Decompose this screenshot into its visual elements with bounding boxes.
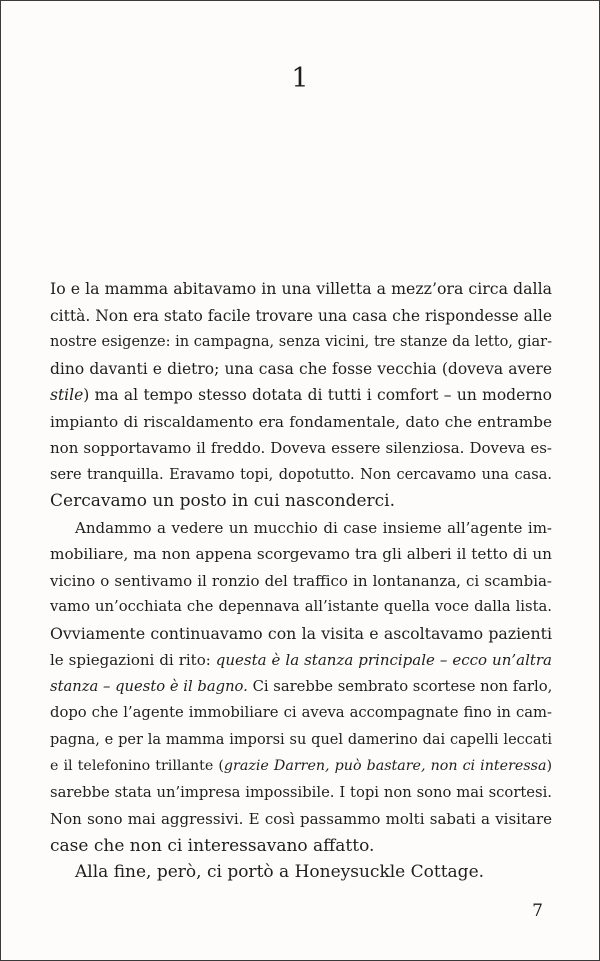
text-segment: Alla fine, però, ci portò a Honeysuckle Cottage. bbox=[75, 862, 485, 882]
text-line bbox=[50, 435, 552, 462]
text-line bbox=[50, 780, 552, 807]
italic-text: stile bbox=[50, 386, 84, 404]
text-line bbox=[50, 727, 552, 754]
text-line bbox=[50, 753, 552, 780]
text-line bbox=[50, 276, 552, 303]
text-segment: Ci sarebbe sembrato scortese non farlo, bbox=[247, 677, 553, 695]
text-line bbox=[50, 594, 552, 621]
text-segment: sarebbe stata un’impresa impossibile. I topi non sono mai scortesi. bbox=[50, 783, 552, 801]
text-segment: vicino o sentivamo il ronzio del traffico in lontananza, ci scambia- bbox=[50, 571, 552, 590]
text-segment: nostre esigenze: in campagna, senza vicini, tre stanze da letto, giar- bbox=[50, 334, 552, 350]
page-number: 7 bbox=[532, 901, 543, 921]
text-segment: sere tranquilla. Eravamo topi, dopotutto. Non cercavamo una casa. bbox=[50, 466, 552, 483]
text-line bbox=[50, 329, 552, 356]
text-segment: case che non ci interessavano affatto. bbox=[50, 835, 375, 856]
text-segment: le spiegazioni di rito: bbox=[50, 651, 216, 669]
text-segment: Io e la mamma abitavamo in una villetta a mezz’ora circa dalla bbox=[50, 279, 552, 298]
text-segment: dino davanti e dietro; una casa che fosse vecchia (doveva avere bbox=[50, 359, 552, 378]
text-line bbox=[50, 515, 552, 542]
text-segment: Non sono mai aggressivi. E così passammo molti sabati a visitare bbox=[50, 810, 552, 828]
text-segment: ) bbox=[546, 758, 552, 774]
text-segment: e il telefonino trillante ( bbox=[50, 758, 224, 774]
text-segment: vamo un’occhiata che depennava all’istante quella voce dalla lista. bbox=[50, 598, 552, 615]
italic-text: grazie Darren, può bastare, non ci interessa bbox=[223, 758, 547, 774]
text-segment: dopo che l’agente immobiliare ci aveva accompagnate fino in cam- bbox=[50, 704, 552, 721]
text-segment: pagna, e per la mamma imporsi su quel damerino dai capelli leccati bbox=[50, 731, 552, 748]
text-line bbox=[50, 647, 552, 674]
text-line bbox=[50, 621, 552, 648]
text-segment: impianto di riscaldamento era fondamentale, dato che entrambe bbox=[50, 412, 552, 431]
text-line bbox=[50, 674, 552, 701]
chapter-number: 1 bbox=[291, 63, 309, 94]
text-segment: Andammo a vedere un mucchio di case insieme all’agente im- bbox=[75, 518, 552, 537]
text-line bbox=[50, 303, 552, 330]
text-line bbox=[50, 806, 552, 833]
text-line bbox=[50, 488, 552, 515]
text-line bbox=[50, 462, 552, 489]
text-line bbox=[50, 356, 552, 383]
text-segment: Cercavamo un posto in cui nasconderci. bbox=[50, 491, 396, 511]
text-line bbox=[50, 541, 552, 568]
text-line bbox=[50, 833, 552, 860]
text-segment: Ovviamente continuavamo con la visita e ascoltavamo pazienti bbox=[50, 623, 552, 643]
body-text bbox=[50, 276, 552, 886]
text-line bbox=[50, 700, 552, 727]
text-segment: mobiliare, ma non appena scorgevamo tra gli alberi il tetto di un bbox=[50, 545, 552, 563]
text-segment: città. Non era stato facile trovare una casa che rispondesse alle bbox=[50, 306, 552, 325]
text-line bbox=[50, 409, 552, 436]
text-segment: ) ma al tempo stesso dotata di tutti i comfort – un moderno bbox=[83, 386, 552, 404]
italic-text: stanza – questo è il bagno. bbox=[50, 677, 248, 695]
text-line bbox=[50, 382, 552, 409]
text-line bbox=[50, 568, 552, 595]
text-segment: non sopportavamo il freddo. Doveva essere silenziosa. Doveva es- bbox=[50, 439, 552, 457]
text-line bbox=[50, 859, 552, 886]
italic-text: questa è la stanza principale – ecco un’altra bbox=[215, 651, 553, 669]
